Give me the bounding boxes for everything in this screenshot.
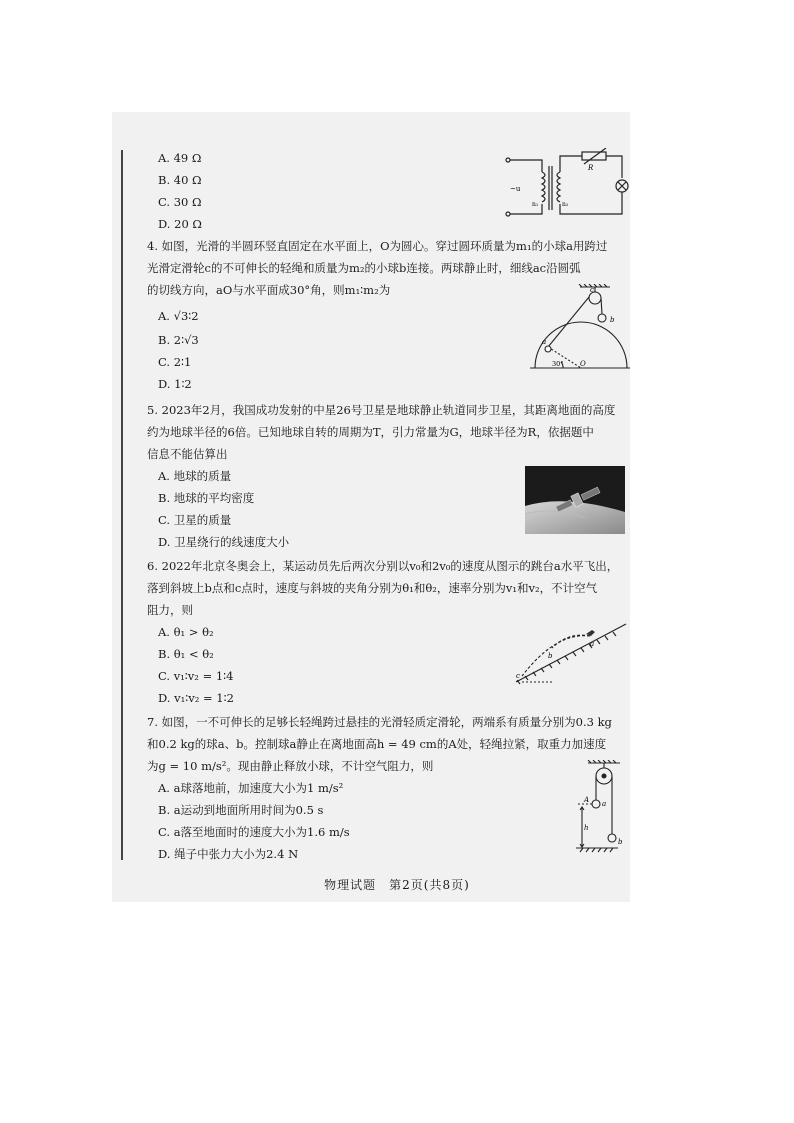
q3-option-b: B. 40 Ω [158, 173, 202, 187]
pulley-c-label: c [590, 286, 594, 294]
jump-a-label: a [590, 640, 595, 648]
q4-option-d: D. 1∶2 [158, 377, 192, 391]
n1-label: n₁ [532, 201, 539, 208]
q6-line-1: 6. 2022年北京冬奥会上，某运动员先后两次分别以v₀和2v₀的速度从图示的跳台a水平飞出， [147, 559, 619, 573]
ball-b-label: b [618, 838, 623, 846]
q7-line-2: 和0.2 kg的球a、b。控制球a静止在离地面高h = 49 cm的A处，轻绳拉紧，取重力加速度 [147, 737, 607, 751]
transformer-circuit-figure [504, 148, 634, 220]
q7-line-1: 7. 如图，一不可伸长的足够长轻绳跨过悬挂的光滑轻质定滑轮，两端系有质量分别为0.3 kg [147, 715, 612, 729]
q3-option-c: C. 30 Ω [158, 195, 202, 209]
ball-b-label: b [610, 316, 615, 324]
ball-a-label: a [602, 800, 607, 808]
q6-option-c: C. v₁∶v₂ = 1∶4 [158, 669, 234, 683]
q5-line-1: 5. 2023年2月，我国成功发射的中星26号卫星是地球静止轨道同步卫星，其距离地面的高度 [147, 403, 616, 417]
angle-label: 30° [552, 360, 564, 368]
ski-slope-figure [508, 620, 630, 690]
q7-line-3: 为g = 10 m/s²。现由静止释放小球，不计空气阻力，则 [147, 759, 434, 773]
source-label: ~u [510, 185, 521, 193]
q7-option-b: B. a运动到地面所用时间为0.5 s [158, 803, 324, 817]
q5-option-b: B. 地球的平均密度 [158, 491, 255, 505]
height-h-label: h [584, 824, 589, 832]
q7-option-c: C. a落至地面时的速度大小为1.6 m/s [158, 825, 350, 839]
q6-option-b: B. θ₁ < θ₂ [158, 647, 214, 661]
page-footer: 物理试题 第2页(共8页) [324, 878, 470, 892]
center-o-label: O [580, 360, 586, 368]
q5-option-a: A. 地球的质量 [158, 469, 232, 483]
q4-option-c: C. 2∶1 [158, 355, 192, 369]
point-b-label: b [548, 652, 553, 660]
q6-option-d: D. v₁∶v₂ = 1∶2 [158, 691, 234, 705]
q5-line-3: 信息不能估算出 [147, 447, 228, 461]
q4-line-3: 的切线方向，aO与水平面成30°角，则m₁∶m₂为 [147, 283, 391, 297]
atwood-pulley-figure [574, 760, 630, 856]
q4-line-2: 光滑定滑轮c的不可伸长的轻绳和质量为m₂的小球b连接。两球静止时，细线ac沿圆弧 [147, 261, 581, 275]
point-c-label: c [516, 672, 520, 680]
q6-line-3: 阻力，则 [147, 603, 193, 617]
q5-line-2: 约为地球半径的6倍。已知地球自转的周期为T，引力常量为G，地球半径为R，依据题中 [147, 425, 594, 439]
semicircle-pulley-figure [530, 284, 630, 374]
q6-line-2: 落到斜坡上b点和c点时，速度与斜坡的夹角分别为θ₁和θ₂，速率分别为v₁和v₂，不计空气 [147, 581, 598, 595]
q6-option-a: A. θ₁ > θ₂ [158, 625, 214, 639]
q4-line-1: 4. 如图，光滑的半圆环竖直固定在水平面上，O为圆心。穿过圆环质量为m₁的小球a用跨过 [147, 239, 608, 253]
q4-option-b: B. 2∶√3 [158, 333, 199, 347]
ball-a-label: a [542, 338, 547, 346]
q7-option-d: D. 绳子中张力大小为2.4 N [158, 847, 299, 861]
q4-option-a: A. √3∶2 [158, 309, 199, 323]
q3-option-a: A. 49 Ω [158, 151, 202, 165]
q5-option-d: D. 卫星绕行的线速度大小 [158, 535, 290, 549]
q5-option-c: C. 卫星的质量 [158, 513, 232, 527]
margin-rule [121, 150, 123, 860]
q3-option-d: D. 20 Ω [158, 217, 202, 231]
satellite-photo [525, 466, 625, 534]
position-a-label: A [584, 796, 590, 804]
resistor-label: R [588, 164, 594, 172]
q7-option-a: A. a球落地前，加速度大小为1 m/s² [158, 781, 344, 795]
n2-label: n₂ [562, 201, 569, 208]
